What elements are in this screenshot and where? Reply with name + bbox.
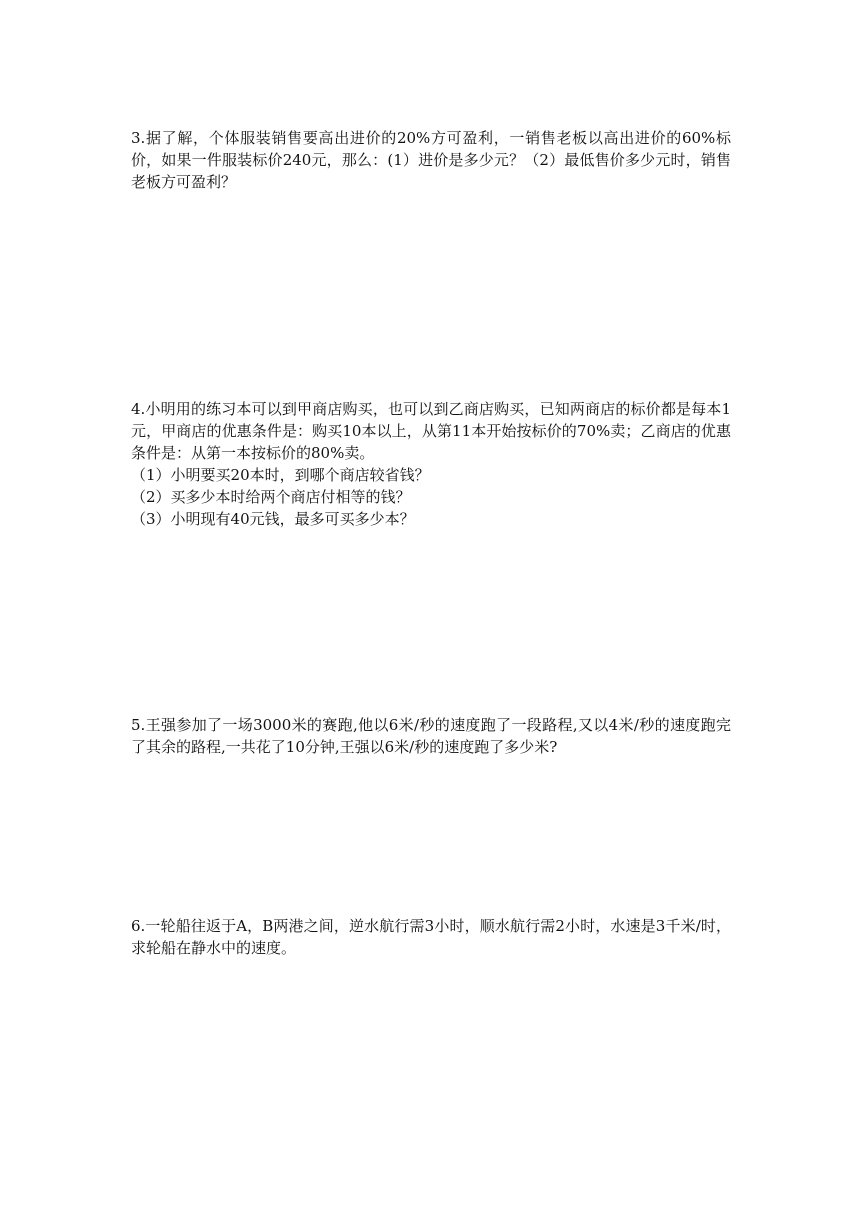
problem-4-sub-question-2: （2）买多少本时给两个商店付相等的钱？	[131, 488, 411, 506]
problem-5	[131, 714, 731, 758]
problem-4-sub-question-1: （1）小明要买20本时，到哪个商店较省钱？	[131, 466, 430, 484]
problem-3	[131, 127, 731, 193]
problem-4-sub-question-3: （3）小明现有40元钱，最多可买多少本？	[131, 510, 415, 528]
problem-4-text: 4.小明用的练习本可以到甲商店购买，也可以到乙商店购买，已知两商店的标价都是每本1元，甲商店的优惠条件是：购买10本以上，从第11本开始按标价的70%卖；乙商店的优惠条件是：从第一本按标价的80%卖。	[131, 400, 731, 462]
problem-4	[131, 398, 731, 530]
problem-3-text: 3.据了解，个体服装销售要高出进价的20%方可盈利，一销售老板以高出进价的60%标价，如果一件服装标价240元，那么：(1）进价是多少元？（2）最低售价多少元时，销售老板方可盈利？	[131, 129, 731, 191]
problem-6-text: 6.一轮船往返于A，B两港之间，逆水航行需3小时，顺水航行需2小时，水速是3千米/时，求轮船在静水中的速度。	[131, 917, 731, 957]
problem-5-text: 5.王强参加了一场3000米的赛跑,他以6米/秒的速度跑了一段路程,又以4米/秒的速度跑完了其余的路程,一共花了10分钟,王强以6米/秒的速度跑了多少米?	[131, 716, 731, 756]
problem-6	[131, 915, 731, 959]
